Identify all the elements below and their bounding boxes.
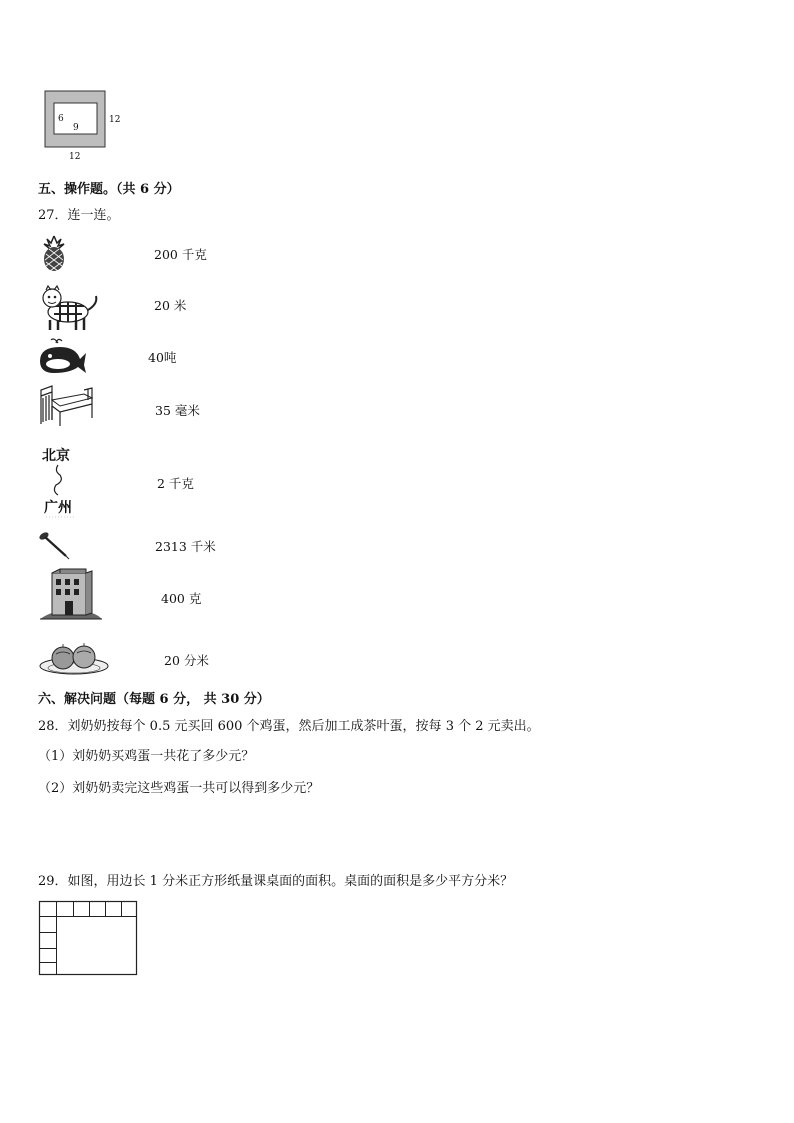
q27-label-7: 400 克 bbox=[161, 591, 202, 606]
q28-sub1: （1）刘奶奶买鸡蛋一共花了多少元？ bbox=[38, 749, 255, 764]
frame-figure bbox=[40, 88, 130, 160]
q27-label-2: 20 米 bbox=[154, 298, 187, 313]
q27-label-4: 35 毫米 bbox=[155, 403, 200, 418]
building-icon bbox=[38, 567, 104, 623]
desk-grid-figure bbox=[38, 900, 140, 978]
tiger-icon bbox=[38, 284, 102, 332]
inner-width-label: 9 bbox=[73, 123, 79, 133]
q28-text: 28．刘奶奶按每个 0.5 元买回 600 个鸡蛋，然后加工成茶叶蛋，按每 3 个 2 元卖出。 bbox=[38, 719, 540, 734]
bed-icon bbox=[38, 384, 94, 428]
q27-label-5: 2 千克 bbox=[157, 476, 194, 491]
q28-sub2: （2）刘奶奶卖完这些鸡蛋一共可以得到多少元？ bbox=[38, 781, 320, 796]
map-route-icon bbox=[40, 445, 84, 519]
q27-label-3: 40吨 bbox=[148, 350, 177, 365]
inner-height-label: 6 bbox=[58, 114, 64, 124]
section6-title: 六、解决问题（每题 6 分， 共 30 分） bbox=[38, 692, 270, 707]
nail-icon bbox=[38, 530, 72, 560]
fruit-plate-icon bbox=[38, 638, 112, 678]
q27-label-6: 2313 千米 bbox=[155, 539, 216, 554]
q27-prompt: 27．连一连。 bbox=[38, 208, 120, 223]
outer-width-label: 12 bbox=[69, 152, 81, 162]
q29-text: 29．如图，用边长 1 分米正方形纸量课桌面的面积。桌面的面积是多少平方分米？ bbox=[38, 874, 514, 889]
map-label-guangzhou: 广州 bbox=[44, 500, 72, 516]
map-label-beijing: 北京 bbox=[42, 448, 70, 464]
q27-label-8: 20 分米 bbox=[164, 653, 209, 668]
section5-title: 五、操作题。（共 6 分） bbox=[38, 182, 180, 197]
whale-icon bbox=[36, 337, 88, 377]
pineapple-icon bbox=[38, 234, 70, 272]
q27-label-1: 200 千克 bbox=[154, 247, 207, 262]
outer-height-label: 12 bbox=[109, 115, 121, 125]
